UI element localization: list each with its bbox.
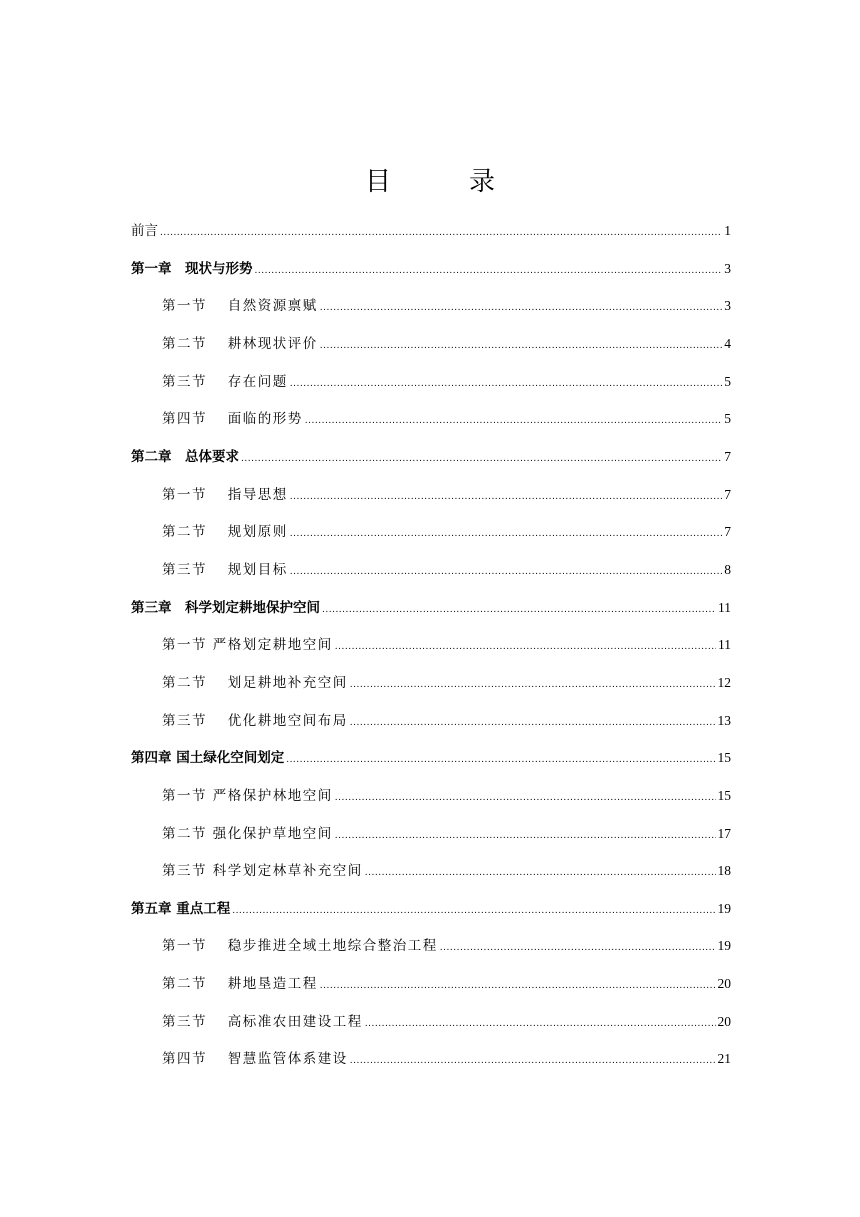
toc-page-number: 21 <box>717 1051 731 1067</box>
toc-page-number: 15 <box>717 750 731 766</box>
toc-entry-label: 第三节 存在问题 <box>162 373 288 390</box>
toc-page-number: 12 <box>717 674 731 690</box>
toc-chapter-entry[interactable] <box>131 255 731 293</box>
toc-entry-label: 第二章 总体要求 <box>131 448 239 465</box>
toc-title: 目 录 <box>364 167 521 197</box>
toc-page-number: 3 <box>724 298 731 314</box>
toc-page-number: 3 <box>724 260 731 276</box>
toc-entry-label: 第一节 严格保护林地空间 <box>162 787 333 804</box>
toc-section-entry[interactable] <box>131 970 731 1008</box>
toc-section-entry[interactable] <box>131 932 731 970</box>
toc-section-entry[interactable] <box>131 631 731 669</box>
toc-section-entry[interactable] <box>131 1045 731 1083</box>
toc-dot-leader <box>160 217 722 247</box>
toc-dot-leader <box>290 518 722 548</box>
toc-entry-label: 第四节 面临的形势 <box>162 411 303 428</box>
toc-dot-leader <box>290 368 722 398</box>
toc-entry-label: 第二节 划足耕地补充空间 <box>162 674 348 691</box>
toc-dot-leader <box>322 594 716 624</box>
toc-page-number: 7 <box>724 524 731 540</box>
toc-entry-label: 第一节 稳步推进全域土地综合整治工程 <box>162 938 438 955</box>
toc-page-number: 5 <box>724 373 731 389</box>
toc-entry-label: 第一节 严格划定耕地空间 <box>162 637 333 654</box>
toc-page-number: 5 <box>724 411 731 427</box>
toc-dot-leader <box>440 932 716 962</box>
toc-dot-leader <box>232 895 715 925</box>
toc-dot-leader <box>335 631 716 661</box>
toc-page-number: 18 <box>717 863 731 879</box>
toc-page-number: 19 <box>717 900 731 916</box>
toc-entry-label: 第一节 指导思想 <box>162 486 288 503</box>
toc-page-number: 8 <box>724 561 731 577</box>
toc-page-number: 19 <box>717 938 731 954</box>
toc-section-entry[interactable] <box>131 782 731 820</box>
toc-page-number: 7 <box>724 486 731 502</box>
toc-entry-label: 第三节 规划目标 <box>162 561 288 578</box>
toc-dot-leader <box>320 970 716 1000</box>
toc-entry-label: 第二节 规划原则 <box>162 524 288 541</box>
toc-chapter-entry[interactable] <box>131 594 731 632</box>
toc-page-number: 4 <box>724 335 731 351</box>
toc-page-number: 13 <box>717 712 731 728</box>
toc-entry-label: 第一节 自然资源禀赋 <box>162 298 318 315</box>
toc-section-entry[interactable] <box>131 556 731 594</box>
toc-page-number: 17 <box>717 825 731 841</box>
toc-chapter-entry[interactable] <box>131 895 731 933</box>
toc-page-number: 11 <box>718 637 731 653</box>
toc-dot-leader <box>305 405 722 435</box>
toc-entry-label: 前言 <box>131 223 158 239</box>
toc-dot-leader <box>350 1045 716 1075</box>
toc-dot-leader <box>365 857 716 887</box>
toc-dot-leader <box>255 255 723 285</box>
toc-dot-leader <box>241 443 722 473</box>
toc-page-number: 15 <box>717 787 731 803</box>
toc-dot-leader <box>320 292 722 322</box>
toc-page-number: 11 <box>718 599 731 615</box>
toc-dot-leader <box>290 556 722 586</box>
toc-dot-leader <box>350 669 716 699</box>
toc-page-number: 20 <box>717 1013 731 1029</box>
toc-section-entry[interactable] <box>131 820 731 858</box>
toc-dot-leader <box>350 707 716 737</box>
toc-dot-leader <box>335 782 716 812</box>
toc-entry-label: 第四节 智慧监管体系建设 <box>162 1051 348 1068</box>
toc-entry-label: 第一章 现状与形势 <box>131 260 253 277</box>
toc-entry-label: 第三节 优化耕地空间布局 <box>162 712 348 729</box>
toc-dot-leader <box>286 744 715 774</box>
toc-entry-label: 第二节 耕林现状评价 <box>162 335 318 352</box>
toc-entry-label: 第三节 高标准农田建设工程 <box>162 1013 363 1030</box>
toc-section-entry[interactable] <box>131 330 731 368</box>
toc-page-number: 7 <box>724 448 731 464</box>
toc-list <box>131 217 731 1083</box>
toc-entry-label: 第二节 强化保护草地空间 <box>162 825 333 842</box>
toc-section-entry[interactable] <box>131 707 731 745</box>
toc-section-entry[interactable] <box>131 1008 731 1046</box>
toc-section-entry[interactable] <box>131 857 731 895</box>
toc-section-entry[interactable] <box>131 518 731 556</box>
toc-dot-leader <box>290 481 722 511</box>
toc-section-entry[interactable] <box>131 368 731 406</box>
toc-section-entry[interactable] <box>131 292 731 330</box>
toc-section-entry[interactable] <box>131 405 731 443</box>
toc-page-number: 20 <box>717 976 731 992</box>
toc-section-entry[interactable] <box>131 669 731 707</box>
toc-page-number: 1 <box>724 223 731 238</box>
toc-entry-label: 第二节 耕地垦造工程 <box>162 976 318 993</box>
toc-dot-leader <box>320 330 722 360</box>
toc-entry-label: 第三节 科学划定林草补充空间 <box>162 863 363 880</box>
toc-chapter-entry[interactable] <box>131 217 731 255</box>
toc-entry-label: 第三章 科学划定耕地保护空间 <box>131 599 320 616</box>
toc-chapter-entry[interactable] <box>131 744 731 782</box>
toc-dot-leader <box>365 1008 716 1038</box>
toc-dot-leader <box>335 820 716 850</box>
toc-entry-label: 第四章 国土绿化空间划定 <box>131 750 285 767</box>
toc-entry-label: 第五章 重点工程 <box>131 900 231 917</box>
toc-section-entry[interactable] <box>131 481 731 519</box>
toc-chapter-entry[interactable] <box>131 443 731 481</box>
